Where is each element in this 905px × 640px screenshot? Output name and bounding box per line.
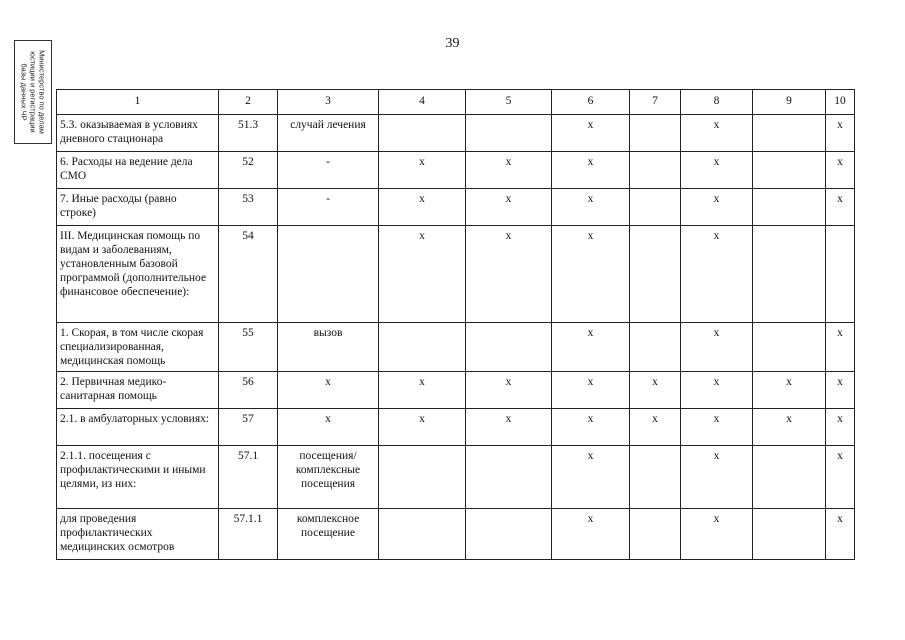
table-cell: х	[552, 152, 630, 189]
table-cell	[466, 509, 552, 560]
row-name: 2.1. в амбулаторных условиях:	[57, 409, 219, 446]
table-cell	[379, 446, 466, 509]
row-unit: посещения/ комплексные посещения	[278, 446, 379, 509]
stamp-line: базы данных ЧР	[19, 63, 29, 121]
column-header: 8	[681, 90, 753, 115]
table-cell	[753, 226, 826, 323]
table-cell: х	[753, 409, 826, 446]
table-cell	[630, 189, 681, 226]
table-cell: х	[379, 152, 466, 189]
table-cell	[630, 446, 681, 509]
row-code: 57.1.1	[219, 509, 278, 560]
row-unit: х	[278, 372, 379, 409]
table-cell: х	[826, 323, 855, 372]
table-cell	[753, 446, 826, 509]
table-cell	[630, 509, 681, 560]
table-cell: х	[681, 226, 753, 323]
table-row	[57, 446, 855, 509]
row-code: 52	[219, 152, 278, 189]
table-cell: х	[753, 372, 826, 409]
table-cell	[630, 152, 681, 189]
table-cell: х	[379, 226, 466, 323]
table-cell: х	[826, 509, 855, 560]
table-cell: х	[379, 372, 466, 409]
registration-stamp	[14, 40, 52, 144]
row-unit: -	[278, 152, 379, 189]
table-row	[57, 509, 855, 560]
row-unit: комплексное посещение	[278, 509, 379, 560]
table-row	[57, 115, 855, 152]
table-cell: х	[681, 446, 753, 509]
column-header: 5	[466, 90, 552, 115]
row-name: 1. Скорая, в том числе скорая специализированная, медицинская помощь	[57, 323, 219, 372]
row-code: 56	[219, 372, 278, 409]
table-cell: х	[552, 189, 630, 226]
table-cell: х	[826, 372, 855, 409]
row-code: 55	[219, 323, 278, 372]
table-cell: х	[681, 323, 753, 372]
row-name: 5.3. оказываемая в условиях дневного стационара	[57, 115, 219, 152]
column-header: 4	[379, 90, 466, 115]
table-cell: х	[826, 446, 855, 509]
table-cell: х	[826, 152, 855, 189]
table-cell: х	[826, 409, 855, 446]
table-row	[57, 226, 855, 323]
table-cell	[379, 509, 466, 560]
table-cell: х	[681, 189, 753, 226]
table-cell: х	[379, 189, 466, 226]
table-cell	[466, 115, 552, 152]
row-code: 57	[219, 409, 278, 446]
row-name: 2.1.1. посещения с профилактическими и иными целями, из них:	[57, 446, 219, 509]
row-code: 57.1	[219, 446, 278, 509]
row-code: 54	[219, 226, 278, 323]
stamp-line: Министерство по делам	[37, 50, 47, 134]
table-cell: х	[466, 189, 552, 226]
row-name: 7. Иные расходы (равно строке)	[57, 189, 219, 226]
table-cell: х	[552, 372, 630, 409]
data-table	[56, 89, 855, 560]
table-cell	[753, 509, 826, 560]
column-header: 3	[278, 90, 379, 115]
table-cell: х	[466, 372, 552, 409]
table-cell: х	[681, 115, 753, 152]
table-row	[57, 189, 855, 226]
table-cell	[753, 323, 826, 372]
table-cell: х	[466, 226, 552, 323]
column-header: 6	[552, 90, 630, 115]
table-cell	[466, 446, 552, 509]
row-code: 53	[219, 189, 278, 226]
row-unit	[278, 226, 379, 323]
page-number: 39	[445, 36, 460, 51]
table-row	[57, 409, 855, 446]
table-row	[57, 323, 855, 372]
row-unit: х	[278, 409, 379, 446]
header-row	[57, 90, 855, 115]
table-cell: х	[552, 509, 630, 560]
column-header: 2	[219, 90, 278, 115]
row-name: 2. Первичная медико-санитарная помощь	[57, 372, 219, 409]
table-cell	[466, 323, 552, 372]
row-code: 51.3	[219, 115, 278, 152]
stamp-line: юстиции и регистрации	[28, 51, 38, 133]
column-header: 10	[826, 90, 855, 115]
row-unit: вызов	[278, 323, 379, 372]
table-cell: х	[466, 152, 552, 189]
table-cell: х	[552, 226, 630, 323]
table-cell	[630, 323, 681, 372]
table-cell: х	[826, 115, 855, 152]
table-cell: х	[552, 115, 630, 152]
table-row	[57, 152, 855, 189]
table-cell: х	[630, 372, 681, 409]
column-header: 1	[57, 90, 219, 115]
table-cell: х	[552, 409, 630, 446]
row-name: 6. Расходы на ведение дела СМО	[57, 152, 219, 189]
table-cell	[630, 115, 681, 152]
table-row	[57, 372, 855, 409]
row-name: III. Медицинская помощь по видам и заболеваниям, установленным базовой программой (дополнительное финансовое обеспечение):	[57, 226, 219, 323]
table-cell: х	[630, 409, 681, 446]
table-cell	[630, 226, 681, 323]
row-unit: -	[278, 189, 379, 226]
table-cell: х	[826, 189, 855, 226]
table-cell	[826, 226, 855, 323]
column-header: 9	[753, 90, 826, 115]
table-cell	[753, 115, 826, 152]
table-cell: х	[681, 509, 753, 560]
table-cell	[753, 152, 826, 189]
table-cell	[753, 189, 826, 226]
table-cell: х	[681, 409, 753, 446]
table-cell: х	[379, 409, 466, 446]
table-cell: х	[552, 446, 630, 509]
row-name: для проведения профилактических медицинских осмотров	[57, 509, 219, 560]
table-cell: х	[466, 409, 552, 446]
table-cell: х	[552, 323, 630, 372]
table-cell	[379, 323, 466, 372]
column-header: 7	[630, 90, 681, 115]
table-cell: х	[681, 152, 753, 189]
table-cell	[379, 115, 466, 152]
table-cell: х	[681, 372, 753, 409]
row-unit: случай лечения	[278, 115, 379, 152]
